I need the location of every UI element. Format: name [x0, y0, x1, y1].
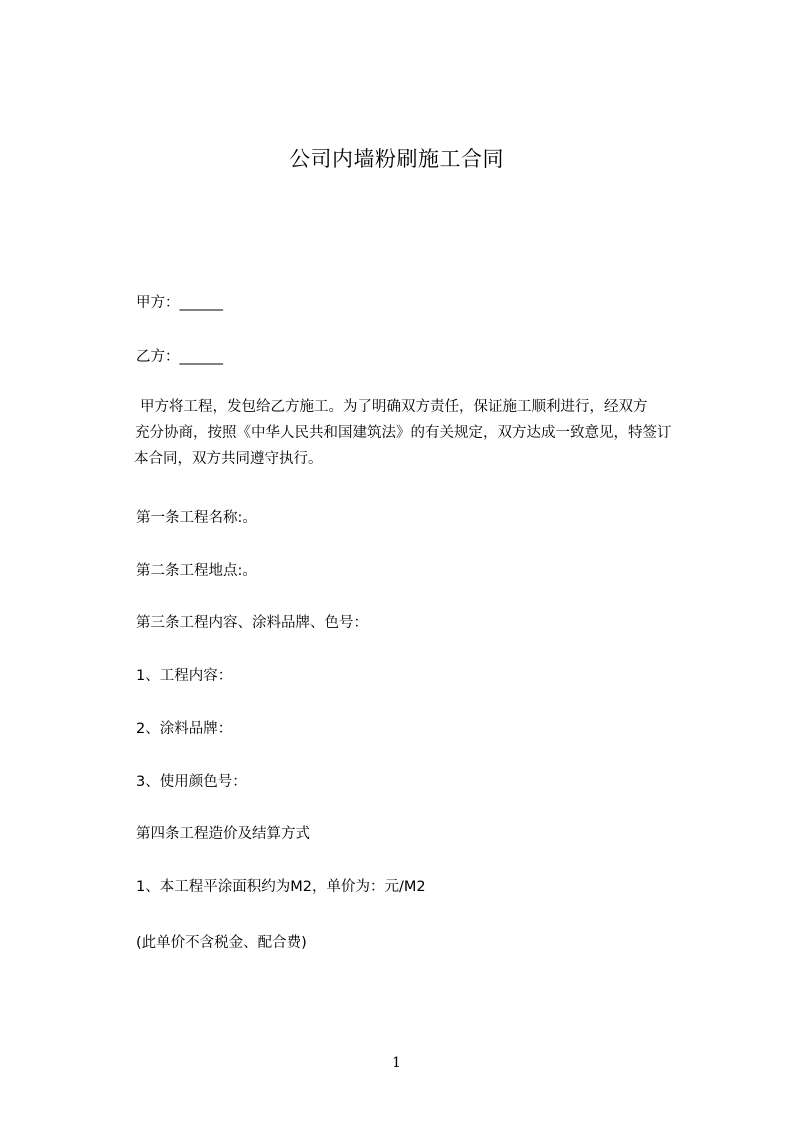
intro-paragraph — [136, 394, 706, 472]
party-a-line: 甲方：______ — [136, 295, 223, 311]
article-3-item-2: 2、涂料品牌： — [136, 721, 233, 737]
article-2-line: 第二条工程地点:。 — [136, 563, 257, 579]
article-4-note: (此单价不含税金、配合费) — [136, 935, 307, 951]
article-4-item-1: 1、本工程平涂面积约为M2，单价为：元/M2 — [136, 879, 426, 895]
document-title: 公司内墙粉刷施工合同 — [289, 147, 504, 171]
intro-line-1: 甲方将工程，发包给乙方施工。为了明确双方责任，保证施工顺利进行，经双方 — [140, 399, 648, 415]
party-b-line: 乙方：______ — [136, 349, 223, 365]
article-4-heading: 第四条工程造价及结算方式 — [136, 826, 310, 842]
intro-line-2: 充分协商，按照《中华人民共和国建筑法》的有关规定，双方达成一致意见，特签订 — [135, 425, 672, 441]
intro-line-3: 本合同，双方共同遵守执行。 — [134, 451, 323, 467]
article-3-heading: 第三条工程内容、涂料品牌、色号： — [136, 615, 368, 631]
page-number: 1 — [392, 1055, 401, 1071]
article-1-line: 第一条工程名称:。 — [136, 510, 257, 526]
article-3-item-3: 3、使用颜色号： — [136, 774, 247, 790]
article-3-item-1: 1、工程内容： — [136, 668, 233, 684]
